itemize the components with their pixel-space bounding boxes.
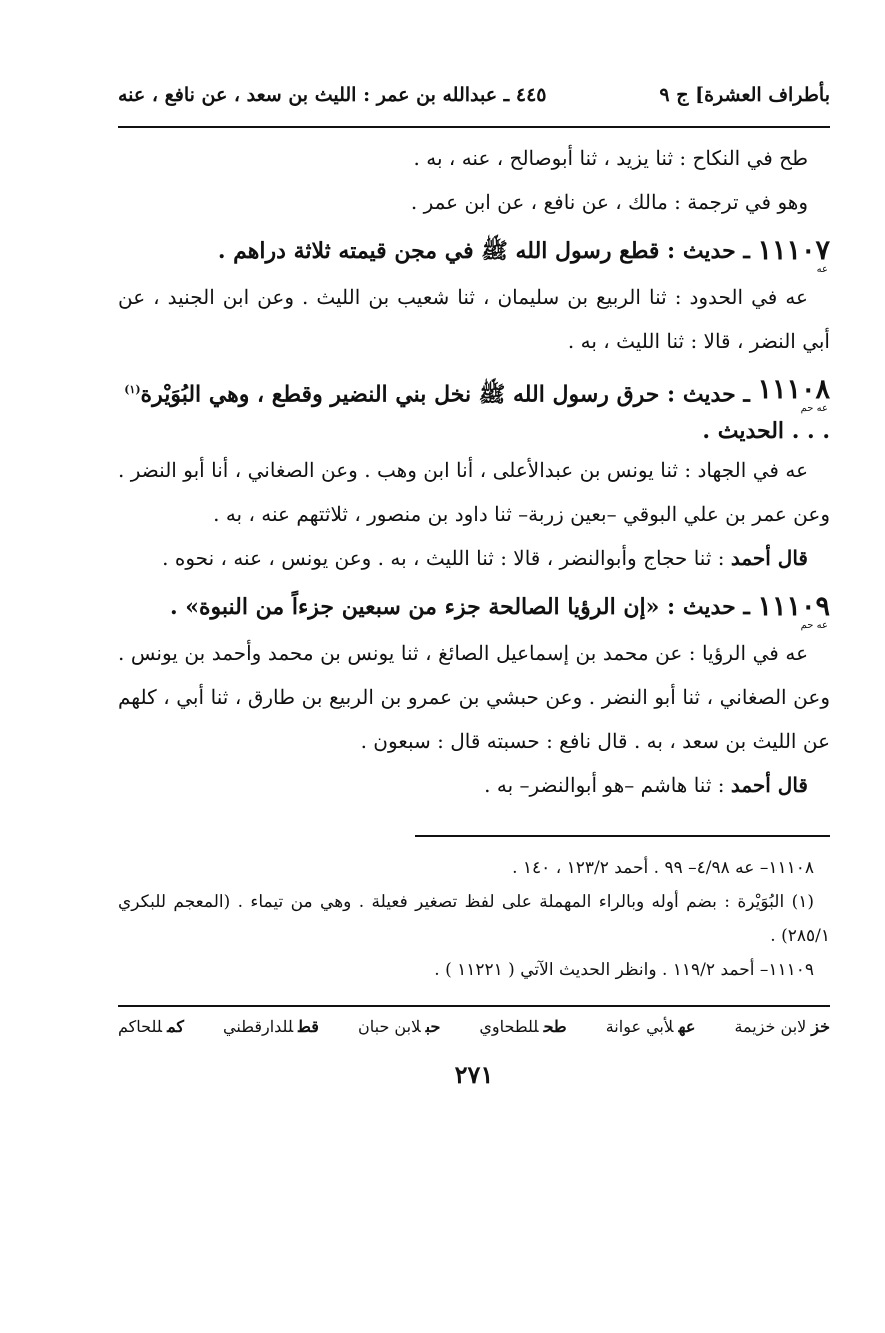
sigla: عه حم [800, 403, 828, 414]
legend-rule [118, 1005, 830, 1007]
ahmad-label: قال أحمد [730, 773, 808, 797]
legend-item: عهلأبي عوانة [605, 1017, 696, 1036]
hadith-11107-heading [118, 234, 830, 275]
hadith-number: ١١١٠٨ [757, 374, 830, 405]
hadith-11108-body: عه في الجهاد : ثنا يونس بن عبدالأعلى ، أنا ابن وهب . وعن الصغاني ، أنا أبو النضر . وعن عمر بن علي البوقي –بعين زربة– ثنا داود بن منصور ، ثلاثتهم عنه ، به . [118, 458, 830, 526]
hadith-title: ـ حديث : «إن الرؤيا الصالحة جزء من سبعين جزءاً من النبوة» . [169, 594, 750, 620]
sigla: عه حم [800, 620, 828, 631]
hadith-title-end: . . . الحديث . [702, 418, 830, 444]
legend-item: حبلابن حبان [358, 1017, 441, 1036]
hadith-11107-number-block [757, 234, 830, 275]
hadith-11109-ahmad [118, 763, 830, 807]
hadith-title: ـ حديث : قطع رسول الله ﷺ في مجن قيمته ثلاثة دراهم . [217, 238, 750, 264]
hadith-number: ١١١٠٩ [757, 591, 830, 622]
ahmad-text: : ثنا هاشم –هو أبوالنضر– به . [484, 773, 731, 797]
hadith-11107-body: عه في الحدود : ثنا الربيع بن سليمان ، ثنا شعيب بن الليث . وعن ابن الجنيد ، عن أبي النضر ، قالا : ثنا الليث ، به . [118, 285, 830, 353]
abbreviation-legend [118, 1017, 830, 1036]
hadith-title: ـ حديث : حرق رسول الله ﷺ نخل بني النضير وقطع ، وهي البُوَيْرة [140, 381, 750, 408]
footnote-11109: ١١١٠٩– أحمد ١١٩/٢ . وانظر الحديث الآتي ( ١١٢٢١ ) . [434, 960, 814, 980]
legend-item: كمللحاكم [118, 1017, 184, 1036]
hadith-11108-ahmad [118, 536, 830, 580]
header-volume: بأطراف العشرة] ج ٩ [659, 84, 830, 106]
continuation-line-1: طح في النكاح : ثنا يزيد ، ثنا أبوصالح ، عنه ، به . [413, 146, 808, 170]
footnote-1: (١) البُوَيْرة : بضم أوله وبالراء المهملة على لفظ تصغير فعيلة . وهي من تيماء . (المعجم للبكري ٢٨٥/١) . [118, 892, 830, 946]
hadith-number: ١١١٠٧ [757, 235, 830, 266]
footnote-separator [415, 835, 830, 837]
header-rule [118, 126, 830, 128]
footnote-11108: ١١١٠٨– عه ٤/٩٨– ٩٩ . أحمد ١٢٣/٢ ، ١٤٠ . [512, 858, 814, 878]
hadith-11109-number-block [757, 590, 830, 631]
hadith-11108-number-block [757, 373, 830, 414]
header-chapter: ٤٤٥ ـ عبدالله بن عمر : الليث بن سعد ، عن نافع ، عنه [118, 84, 547, 106]
legend-item: خزلابن خزيمة [734, 1017, 830, 1036]
hadith-11109-body: عه في الرؤيا : عن محمد بن إسماعيل الصائغ ، ثنا يونس بن محمد وأحمد بن يونس . وعن الصغاني ، ثنا أبو النضر . وعن حبشي بن عمرو بن الربيع بن طارق ، ثنا أبي ، كلهم عن الليث بن سعد ، به . قال نافع : حسبته قال : سبعون . [118, 641, 830, 753]
sigla: عه [816, 264, 828, 275]
continuation-line-2: وهو في ترجمة : مالك ، عن نافع ، عن ابن عمر . [410, 190, 808, 214]
running-header [118, 70, 830, 116]
hadith-11109-heading [118, 590, 830, 631]
legend-item: قطللدارقطني [223, 1017, 319, 1036]
ahmad-label: قال أحمد [730, 546, 808, 570]
hadith-11108-heading [118, 373, 830, 448]
footnote-ref[interactable]: (١) [124, 383, 141, 396]
document-page [118, 70, 830, 1310]
page-number: ٢٧١ [454, 1060, 494, 1089]
legend-item: طحللطحاوي [479, 1017, 567, 1036]
ahmad-text: : ثنا حجاج وأبوالنضر ، قالا : ثنا الليث ، به . وعن يونس ، عنه ، نحوه . [162, 546, 731, 570]
